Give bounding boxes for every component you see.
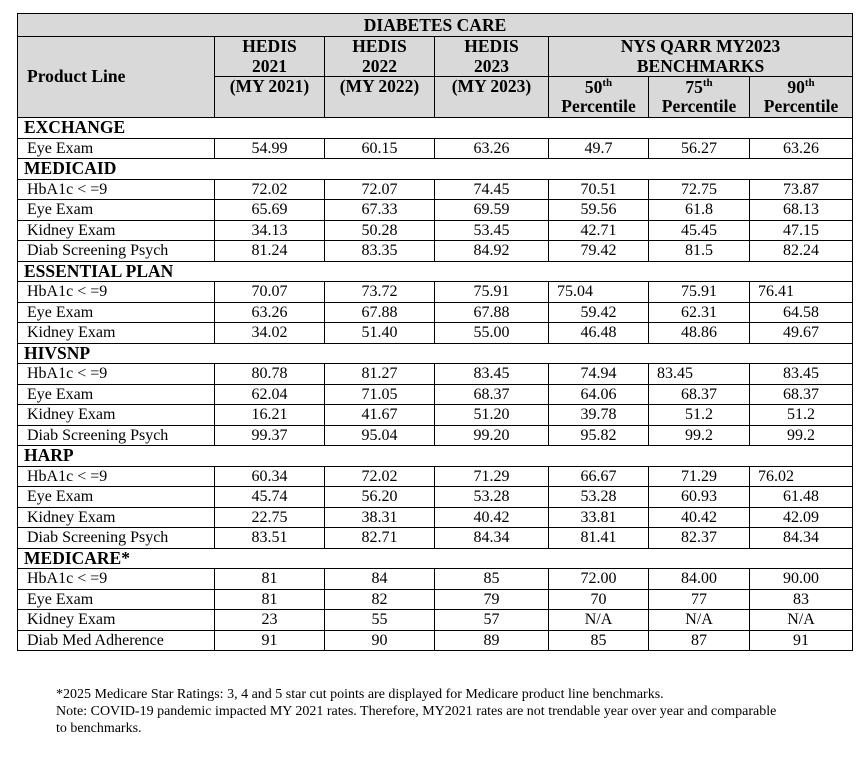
- value-cell: 81.24: [215, 241, 325, 262]
- value-cell: 34.02: [215, 323, 325, 344]
- value-cell: 72.75: [649, 179, 750, 200]
- diabetes-care-table: [17, 13, 853, 651]
- measure-name: Eye Exam: [18, 487, 215, 508]
- footnote-covid-cont: to benchmarks.: [56, 721, 142, 736]
- table-row: [18, 487, 853, 508]
- value-cell: 81.27: [325, 364, 435, 385]
- value-cell: 84.00: [649, 569, 750, 590]
- value-cell: 85: [549, 630, 649, 651]
- measure-name: Kidney Exam: [18, 323, 215, 344]
- value-cell: 63.26: [215, 302, 325, 323]
- value-cell: 55: [325, 610, 435, 631]
- value-cell: 60.34: [215, 466, 325, 487]
- value-cell: 95.82: [549, 425, 649, 446]
- value-cell: 82: [325, 589, 435, 610]
- value-cell: 87: [649, 630, 750, 651]
- table-row: [18, 589, 853, 610]
- value-cell: 63.26: [435, 138, 549, 159]
- value-cell: 34.13: [215, 220, 325, 241]
- section-row: [18, 548, 853, 569]
- value-cell: 73.72: [325, 282, 435, 303]
- value-cell: 99.2: [649, 425, 750, 446]
- value-cell: 69.59: [435, 200, 549, 221]
- value-cell: 74.94: [549, 364, 649, 385]
- value-cell: 71.29: [435, 466, 549, 487]
- benchmarks-header: NYS QARR MY2023 BENCHMARKS: [549, 37, 853, 77]
- measure-name: Kidney Exam: [18, 507, 215, 528]
- value-cell: 51.20: [435, 405, 549, 426]
- value-cell: 55.00: [435, 323, 549, 344]
- table-row: [18, 220, 853, 241]
- table-row: [18, 405, 853, 426]
- value-cell: 83.45: [649, 364, 750, 385]
- value-cell: 61.48: [750, 487, 853, 508]
- table-row: [18, 323, 853, 344]
- value-cell: 89: [435, 630, 549, 651]
- hedis-2023-header: HEDIS 2023: [435, 37, 549, 77]
- value-cell: 40.42: [649, 507, 750, 528]
- table-row: [18, 466, 853, 487]
- value-cell: 83.45: [750, 364, 853, 385]
- table-row: [18, 610, 853, 631]
- table-row: [18, 200, 853, 221]
- measure-name: Eye Exam: [18, 138, 215, 159]
- value-cell: 95.04: [325, 425, 435, 446]
- value-cell: 16.21: [215, 405, 325, 426]
- table-row: [18, 507, 853, 528]
- value-cell: 68.37: [435, 384, 549, 405]
- value-cell: 70.07: [215, 282, 325, 303]
- value-cell: 83: [750, 589, 853, 610]
- value-cell: 56.20: [325, 487, 435, 508]
- value-cell: 72.02: [215, 179, 325, 200]
- value-cell: 83.51: [215, 528, 325, 549]
- measure-name: HbA1c < =9: [18, 282, 215, 303]
- value-cell: 67.33: [325, 200, 435, 221]
- measure-name: Diab Screening Psych: [18, 528, 215, 549]
- value-cell: 99.20: [435, 425, 549, 446]
- value-cell: 68.13: [750, 200, 853, 221]
- value-cell: 46.48: [549, 323, 649, 344]
- hedis-2022-header: HEDIS 2022: [325, 37, 435, 77]
- section-name: ESSENTIAL PLAN: [18, 261, 853, 282]
- value-cell: 68.37: [649, 384, 750, 405]
- measure-name: Diab Screening Psych: [18, 241, 215, 262]
- value-cell: 67.88: [325, 302, 435, 323]
- measure-name: Diab Med Adherence: [18, 630, 215, 651]
- table-title: DIABETES CARE: [18, 14, 853, 37]
- footnotes: [56, 686, 836, 737]
- value-cell: 81.5: [649, 241, 750, 262]
- value-cell: 47.15: [750, 220, 853, 241]
- p90-header: 90th Percentile: [750, 77, 853, 118]
- p50-header: 50th Percentile: [549, 77, 649, 118]
- measure-name: Kidney Exam: [18, 405, 215, 426]
- my-2023-header: (MY 2023): [435, 77, 549, 118]
- value-cell: 53.28: [435, 487, 549, 508]
- value-cell: 81: [215, 589, 325, 610]
- value-cell: 99.37: [215, 425, 325, 446]
- value-cell: 72.00: [549, 569, 649, 590]
- value-cell: N/A: [750, 610, 853, 631]
- value-cell: 73.87: [750, 179, 853, 200]
- value-cell: 81: [215, 569, 325, 590]
- value-cell: 33.81: [549, 507, 649, 528]
- section-name: HIVSNP: [18, 343, 853, 364]
- section-row: [18, 261, 853, 282]
- table-body: [18, 118, 853, 651]
- value-cell: 84.34: [750, 528, 853, 549]
- value-cell: 68.37: [750, 384, 853, 405]
- value-cell: 76.41: [750, 282, 853, 303]
- value-cell: 80.78: [215, 364, 325, 385]
- value-cell: 82.71: [325, 528, 435, 549]
- value-cell: 91: [215, 630, 325, 651]
- value-cell: 66.67: [549, 466, 649, 487]
- table-row: [18, 528, 853, 549]
- section-row: [18, 343, 853, 364]
- measure-name: Eye Exam: [18, 200, 215, 221]
- value-cell: 49.7: [549, 138, 649, 159]
- table-row: [18, 364, 853, 385]
- value-cell: 64.58: [750, 302, 853, 323]
- value-cell: 90: [325, 630, 435, 651]
- measure-name: Kidney Exam: [18, 220, 215, 241]
- measure-name: Diab Screening Psych: [18, 425, 215, 446]
- table-row: [18, 179, 853, 200]
- value-cell: 84.92: [435, 241, 549, 262]
- value-cell: 22.75: [215, 507, 325, 528]
- value-cell: 72.07: [325, 179, 435, 200]
- footnote-covid: Note: COVID-19 pandemic impacted MY 2021 rates. Therefore, MY2021 rates are not trendable year over year and comparable: [56, 704, 777, 719]
- value-cell: 40.42: [435, 507, 549, 528]
- value-cell: 63.26: [750, 138, 853, 159]
- table-row: [18, 302, 853, 323]
- value-cell: 90.00: [750, 569, 853, 590]
- value-cell: 51.2: [649, 405, 750, 426]
- p75-header: 75th Percentile: [649, 77, 750, 118]
- section-row: [18, 159, 853, 180]
- value-cell: 60.93: [649, 487, 750, 508]
- value-cell: 82.24: [750, 241, 853, 262]
- value-cell: 83.35: [325, 241, 435, 262]
- value-cell: 70.51: [549, 179, 649, 200]
- value-cell: 54.99: [215, 138, 325, 159]
- table-row: [18, 384, 853, 405]
- table-row: [18, 425, 853, 446]
- section-name: MEDICAID: [18, 159, 853, 180]
- value-cell: 59.42: [549, 302, 649, 323]
- value-cell: 53.28: [549, 487, 649, 508]
- measure-name: Eye Exam: [18, 302, 215, 323]
- value-cell: N/A: [549, 610, 649, 631]
- product-line-header: Product Line: [18, 37, 215, 118]
- value-cell: 49.67: [750, 323, 853, 344]
- value-cell: 45.45: [649, 220, 750, 241]
- table-row: [18, 630, 853, 651]
- value-cell: 42.09: [750, 507, 853, 528]
- value-cell: 53.45: [435, 220, 549, 241]
- measure-name: Kidney Exam: [18, 610, 215, 631]
- footnote-medicare: *2025 Medicare Star Ratings: 3, 4 and 5 star cut points are displayed for Medicare product line benchmarks.: [56, 687, 664, 702]
- table-row: [18, 569, 853, 590]
- value-cell: 61.8: [649, 200, 750, 221]
- value-cell: 70: [549, 589, 649, 610]
- hedis-2021-header: HEDIS 2021: [215, 37, 325, 77]
- value-cell: 99.2: [750, 425, 853, 446]
- value-cell: 39.78: [549, 405, 649, 426]
- table-row: [18, 241, 853, 262]
- section-row: [18, 446, 853, 467]
- section-row: [18, 118, 853, 139]
- value-cell: 50.28: [325, 220, 435, 241]
- value-cell: 82.37: [649, 528, 750, 549]
- value-cell: 38.31: [325, 507, 435, 528]
- value-cell: 84: [325, 569, 435, 590]
- value-cell: 91: [750, 630, 853, 651]
- section-name: EXCHANGE: [18, 118, 853, 139]
- value-cell: 62.31: [649, 302, 750, 323]
- value-cell: 59.56: [549, 200, 649, 221]
- value-cell: 67.88: [435, 302, 549, 323]
- value-cell: 56.27: [649, 138, 750, 159]
- value-cell: 41.67: [325, 405, 435, 426]
- value-cell: 84.34: [435, 528, 549, 549]
- value-cell: 57: [435, 610, 549, 631]
- measure-name: HbA1c < =9: [18, 466, 215, 487]
- value-cell: 65.69: [215, 200, 325, 221]
- value-cell: 51.2: [750, 405, 853, 426]
- value-cell: 72.02: [325, 466, 435, 487]
- measure-name: HbA1c < =9: [18, 179, 215, 200]
- value-cell: 83.45: [435, 364, 549, 385]
- value-cell: 77: [649, 589, 750, 610]
- measure-name: HbA1c < =9: [18, 569, 215, 590]
- value-cell: 74.45: [435, 179, 549, 200]
- my-2022-header: (MY 2022): [325, 77, 435, 118]
- value-cell: 60.15: [325, 138, 435, 159]
- table-row: [18, 282, 853, 303]
- value-cell: 75.91: [435, 282, 549, 303]
- my-2021-header: (MY 2021): [215, 77, 325, 118]
- section-name: HARP: [18, 446, 853, 467]
- value-cell: 23: [215, 610, 325, 631]
- value-cell: 79.42: [549, 241, 649, 262]
- value-cell: 79: [435, 589, 549, 610]
- section-name: MEDICARE*: [18, 548, 853, 569]
- value-cell: 75.04: [549, 282, 649, 303]
- value-cell: 85: [435, 569, 549, 590]
- measure-name: HbA1c < =9: [18, 364, 215, 385]
- measure-name: Eye Exam: [18, 384, 215, 405]
- value-cell: 62.04: [215, 384, 325, 405]
- value-cell: 51.40: [325, 323, 435, 344]
- value-cell: 64.06: [549, 384, 649, 405]
- value-cell: 71.29: [649, 466, 750, 487]
- value-cell: N/A: [649, 610, 750, 631]
- value-cell: 48.86: [649, 323, 750, 344]
- table-row: [18, 138, 853, 159]
- value-cell: 71.05: [325, 384, 435, 405]
- value-cell: 75.91: [649, 282, 750, 303]
- value-cell: 45.74: [215, 487, 325, 508]
- value-cell: 81.41: [549, 528, 649, 549]
- value-cell: 76.02: [750, 466, 853, 487]
- measure-name: Eye Exam: [18, 589, 215, 610]
- value-cell: 42.71: [549, 220, 649, 241]
